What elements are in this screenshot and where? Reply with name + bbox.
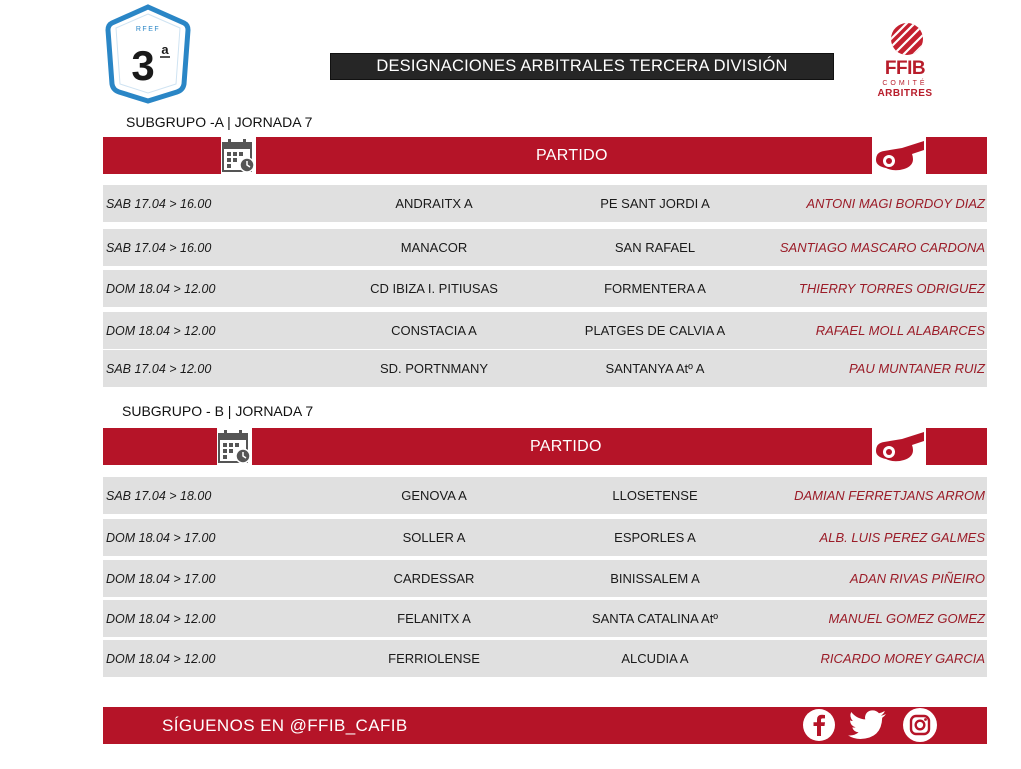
home-team: FERRIOLENSE bbox=[388, 651, 480, 666]
match-date: DOM 18.04 > 17.00 bbox=[106, 530, 216, 545]
table-row bbox=[103, 270, 987, 307]
match-date: DOM 18.04 > 12.00 bbox=[106, 651, 216, 666]
away-team: PE SANT JORDI A bbox=[600, 196, 710, 211]
whistle-icon-box bbox=[872, 137, 926, 174]
rfef-label: RFEF bbox=[135, 26, 161, 33]
table-row bbox=[103, 640, 987, 677]
referee-name: SANTIAGO MASCARO CARDONA bbox=[779, 240, 985, 255]
page-title: DESIGNACIONES ARBITRALES TERCERA DIVISIÓN bbox=[330, 53, 834, 80]
group-a-header-bar bbox=[103, 137, 872, 174]
home-team: GENOVA A bbox=[401, 488, 467, 503]
match-date: SAB 17.04 > 16.00 bbox=[106, 196, 212, 211]
ffib-subtitle-arbitres: ARBITRES bbox=[877, 88, 933, 99]
ffib-ball-icon bbox=[890, 22, 924, 56]
table-row bbox=[103, 560, 987, 597]
whistle-icon bbox=[872, 137, 926, 174]
match-date: DOM 18.04 > 17.00 bbox=[106, 571, 216, 586]
social-handle-text: SÍGUENOS EN @FFIB_CAFIB bbox=[162, 715, 408, 735]
calendar-icon bbox=[221, 137, 256, 174]
ffib-subtitle-comite: COMITÉ bbox=[882, 80, 928, 87]
whistle-icon-box bbox=[872, 428, 926, 465]
match-date: SAB 17.04 > 12.00 bbox=[106, 361, 212, 376]
table-row bbox=[103, 519, 987, 556]
table-row bbox=[103, 350, 987, 387]
table-row bbox=[103, 312, 987, 349]
facebook-icon[interactable] bbox=[802, 708, 836, 742]
away-team: SANTA CATALINA Atº bbox=[591, 611, 719, 626]
referee-name: ANTONI MAGI BORDOY DIAZ bbox=[806, 196, 985, 211]
home-team: FELANITX A bbox=[397, 611, 471, 626]
group-a-header-bar-end bbox=[926, 137, 987, 174]
home-team: MANACOR bbox=[400, 240, 468, 255]
home-team: SD. PORTNMANY bbox=[379, 361, 489, 376]
home-team: CARDESSAR bbox=[393, 571, 475, 586]
away-team: ESPORLES A bbox=[614, 530, 696, 545]
match-date: DOM 18.04 > 12.00 bbox=[106, 281, 216, 296]
match-date: SAB 17.04 > 18.00 bbox=[106, 488, 212, 503]
match-date: SAB 17.04 > 16.00 bbox=[106, 240, 212, 255]
referee-name: PAU MUNTANER RUIZ bbox=[848, 361, 985, 376]
rfef-tercera-logo bbox=[104, 4, 192, 104]
referee-name: RAFAEL MOLL ALABARCES bbox=[815, 323, 985, 338]
home-team: SOLLER A bbox=[402, 530, 466, 545]
away-team: FORMENTERA A bbox=[604, 281, 706, 296]
group-a-bar-title: PARTIDO bbox=[536, 146, 608, 164]
away-team: ALCUDIA A bbox=[621, 651, 689, 666]
instagram-icon[interactable] bbox=[902, 707, 938, 743]
home-team: CD IBIZA I. PITIUSAS bbox=[370, 281, 498, 296]
ffib-wordmark: FFIB bbox=[884, 58, 926, 79]
home-team: ANDRAITX A bbox=[395, 196, 473, 211]
away-team: LLOSETENSE bbox=[612, 488, 698, 503]
home-team: CONSTACIA A bbox=[391, 323, 477, 338]
ffib-logo bbox=[874, 22, 936, 104]
referee-name: DAMIAN FERRETJANS ARROM bbox=[794, 488, 985, 503]
subgroup-b-heading: SUBGRUPO - B | JORNADA 7 bbox=[122, 403, 314, 419]
table-row bbox=[103, 600, 987, 637]
division-number: 3 bbox=[131, 42, 155, 89]
referee-name: ALB. LUIS PEREZ GALMES bbox=[819, 530, 985, 545]
table-row bbox=[103, 229, 987, 266]
referee-name: THIERRY TORRES ODRIGUEZ bbox=[798, 281, 985, 296]
referee-name: ADAN RIVAS PIÑEIRO bbox=[849, 571, 985, 586]
match-date: DOM 18.04 > 12.00 bbox=[106, 323, 216, 338]
table-row bbox=[103, 185, 987, 222]
away-team: PLATGES DE CALVIA A bbox=[584, 323, 726, 338]
table-row bbox=[103, 477, 987, 514]
twitter-icon[interactable] bbox=[848, 708, 888, 742]
division-superscript: a bbox=[161, 42, 169, 57]
away-team: BINISSALEM A bbox=[610, 571, 700, 586]
away-team: SANTANYA Atº A bbox=[605, 361, 705, 376]
group-b-bar-title: PARTIDO bbox=[530, 437, 602, 455]
group-b-header-bar-end bbox=[926, 428, 987, 465]
referee-name: MANUEL GOMEZ GOMEZ bbox=[828, 611, 985, 626]
away-team: SAN RAFAEL bbox=[614, 240, 696, 255]
referee-name: RICARDO MOREY GARCIA bbox=[820, 651, 985, 666]
calendar-icon bbox=[217, 428, 252, 465]
whistle-icon bbox=[872, 428, 926, 465]
match-date: DOM 18.04 > 12.00 bbox=[106, 611, 216, 626]
subgroup-a-heading: SUBGRUPO -A | JORNADA 7 bbox=[126, 114, 313, 130]
